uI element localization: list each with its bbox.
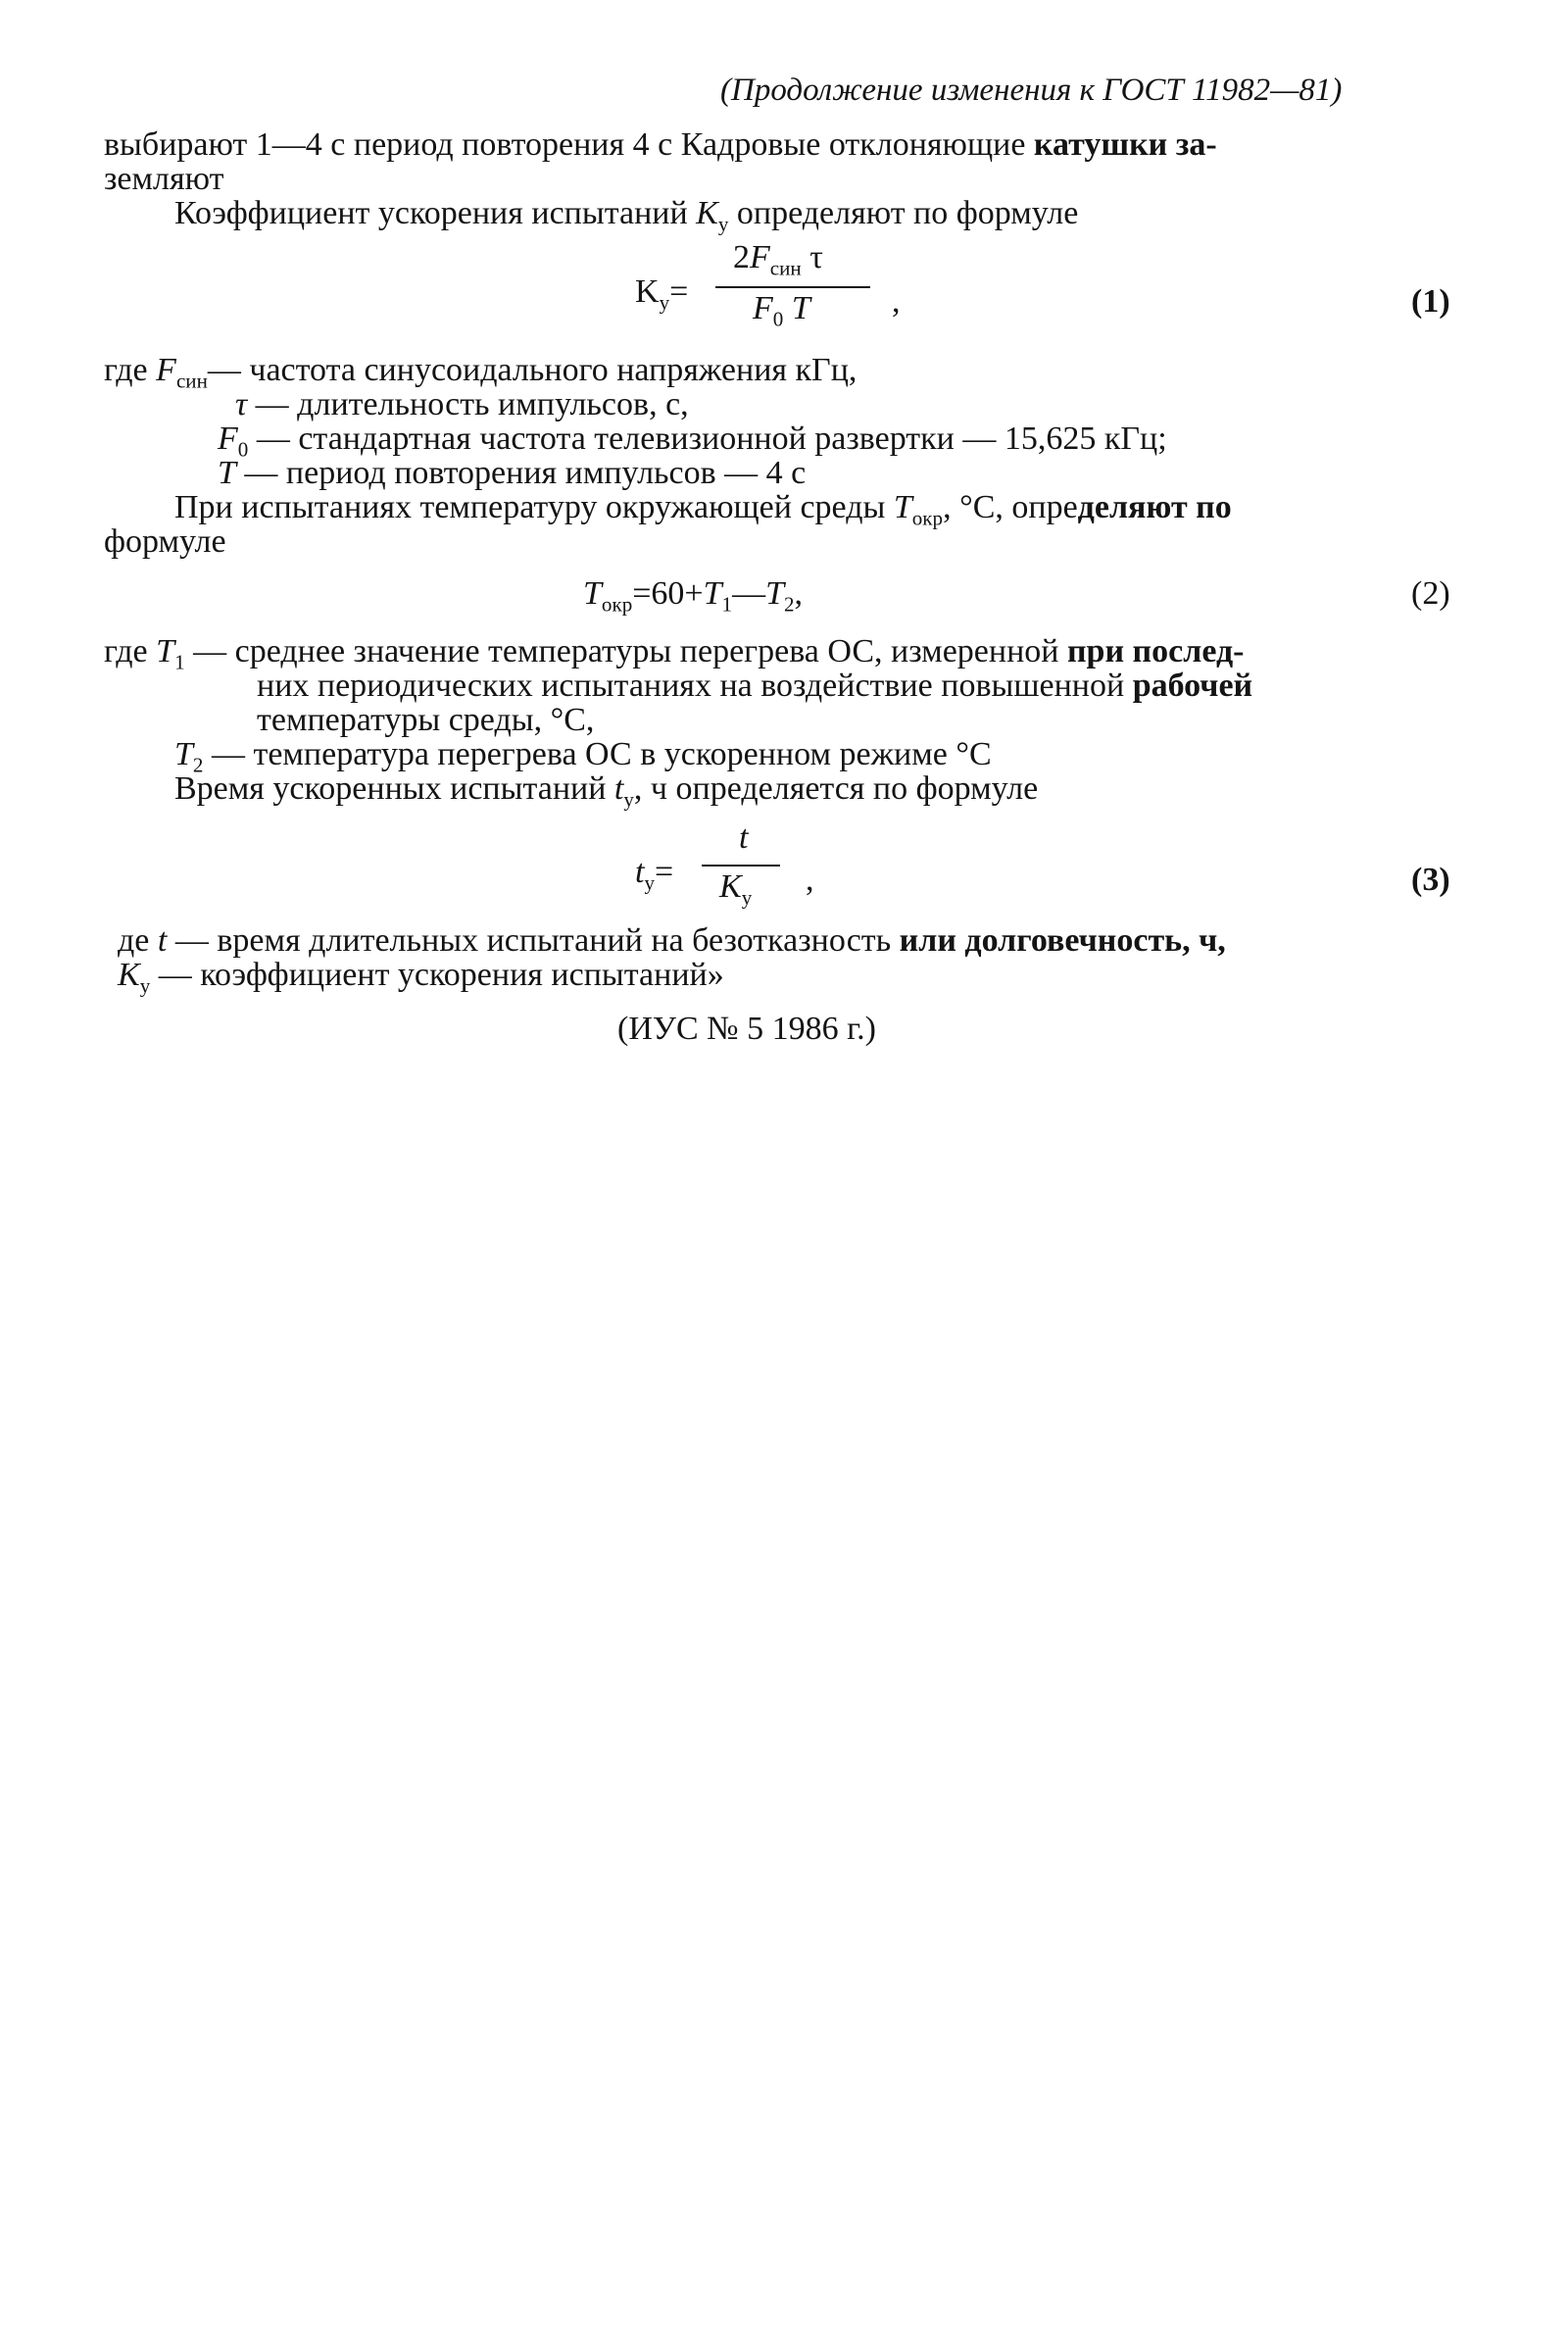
header-text: (Продолжение изменения к ГОСТ 11982—81): [720, 73, 1343, 108]
symbol: τ: [801, 239, 823, 275]
eq3-denominator: [719, 868, 753, 910]
text: — коэффициент ускорения испытаний»: [150, 957, 724, 993]
symbol: K: [635, 273, 660, 310]
where3-line-1: [118, 921, 1226, 961]
publication-reference: [617, 1010, 876, 1049]
eq1-fraction-bar: [715, 286, 870, 288]
text: где: [104, 633, 157, 669]
text: , °С, опре: [943, 489, 1078, 525]
eq1-numerator: [733, 239, 823, 280]
text: где: [104, 352, 157, 388]
symbol: T: [174, 736, 193, 772]
text: — частота синусоидального напряжения кГц,: [207, 352, 858, 388]
subscript: син: [175, 369, 208, 393]
subscript: у: [741, 885, 753, 910]
text: — период повторения импульсов — 4 с: [235, 455, 807, 491]
where2-line-4: [174, 735, 992, 777]
symbol: T: [156, 633, 175, 669]
symbol: F: [218, 421, 238, 457]
symbol: t: [739, 819, 749, 856]
paragraph-2-line-1: [174, 488, 1232, 530]
page-header: [720, 71, 1342, 110]
symbol: F: [750, 239, 770, 275]
text: формуле: [104, 523, 226, 560]
eq3-fraction: [702, 819, 782, 917]
equals: =: [655, 854, 674, 890]
text: Время ускоренных испытаний: [174, 770, 614, 807]
symbol: K: [719, 868, 742, 905]
symbol: t: [635, 854, 645, 890]
text: — стандартная частота телевизионной развертки — 15,625 кГц;: [248, 421, 1167, 457]
eq1-denominator: [753, 290, 810, 331]
text: земляют: [104, 161, 224, 197]
subscript: син: [769, 256, 802, 280]
paragraph-1-line-2: [104, 160, 223, 199]
symbol: t: [613, 770, 624, 807]
symbol: T: [583, 575, 602, 612]
subscript: 0: [237, 437, 249, 462]
symbol: F: [753, 290, 773, 326]
text: —: [732, 575, 766, 612]
subscript: 2: [192, 753, 204, 777]
subscript: у: [139, 973, 151, 998]
subscript: 1: [721, 592, 733, 617]
bold-text: рабочей: [1132, 668, 1253, 704]
symbol: T: [783, 290, 810, 326]
symbol: F: [156, 352, 176, 388]
where3-line-2: [118, 956, 724, 998]
text: — среднее значение температуры перегрева ОС, измеренной: [184, 633, 1067, 669]
subscript: окр: [911, 506, 944, 530]
subscript: 0: [772, 307, 784, 331]
subscript: у: [644, 870, 655, 895]
text: определяют по формуле: [728, 195, 1079, 231]
text: де: [118, 922, 158, 959]
equals: =: [669, 273, 689, 310]
where1-line-1: [104, 351, 858, 393]
text: — температура перегрева ОС в ускоренном режиме °С: [203, 736, 992, 772]
text: , ч определяется по формуле: [633, 770, 1039, 807]
where1-line-2: [235, 385, 689, 424]
where2-line-3: [257, 701, 594, 740]
subscript: у: [717, 212, 729, 236]
text: температуры среды, °С,: [257, 702, 595, 738]
text: ,: [892, 283, 901, 320]
eq2-number: [1411, 574, 1450, 614]
symbol: K: [696, 195, 718, 231]
subscript: 2: [784, 592, 795, 617]
text: =60+: [632, 575, 704, 612]
text: — время длительных испытаний на безотказность: [167, 922, 900, 959]
eq3-comma: [806, 861, 814, 900]
formula-intro: [174, 194, 1079, 236]
equation-2: [583, 574, 804, 617]
where2-line-2: [257, 667, 1252, 706]
text: Коэффициент ускорения испытаний: [174, 195, 697, 231]
where1-line-4: [218, 454, 806, 493]
text: выбирают 1—4 с период повторения 4 с Кадровые отклоняющие: [104, 126, 1034, 163]
eq3-fraction-bar: [702, 865, 780, 867]
symbol: T: [218, 455, 236, 491]
paragraph-1-line-1: [104, 125, 1217, 165]
bold-text: катушки за-: [1033, 126, 1217, 163]
text: При испытаниях температуру окружающей среды: [174, 489, 894, 525]
where2-line-1: [104, 632, 1245, 674]
symbol: T: [703, 575, 722, 612]
eq1-fraction: [715, 239, 872, 337]
symbol: τ: [235, 386, 248, 422]
eq3-numerator: [739, 819, 748, 857]
text: — длительность импульсов, с,: [247, 386, 689, 422]
subscript: 1: [174, 650, 185, 674]
paragraph-2-line-2: [104, 522, 226, 562]
symbol: K: [118, 957, 140, 993]
symbol: t: [157, 922, 168, 959]
text: ,: [806, 862, 814, 898]
bold-text: при послед-: [1066, 633, 1245, 669]
subscript: у: [659, 290, 670, 315]
eq1-number: [1411, 282, 1450, 322]
eq3-number: [1411, 861, 1450, 900]
eq3-lhs: [635, 853, 674, 895]
subscript: окр: [601, 592, 633, 617]
text: (ИУС № 5 1986 г.): [617, 1011, 876, 1047]
paragraph-3: [174, 769, 1039, 812]
text: ,: [794, 575, 804, 612]
eq1-comma: [892, 282, 901, 322]
where1-line-3: [218, 420, 1167, 462]
eq1-lhs: [635, 272, 689, 315]
text: (2): [1411, 575, 1450, 612]
text: 2: [733, 239, 750, 275]
symbol: T: [893, 489, 912, 525]
bold-text: деляют по: [1077, 489, 1232, 525]
symbol: T: [765, 575, 784, 612]
text: них периодических испытаниях на воздействие повышенной: [257, 668, 1133, 704]
subscript: у: [623, 787, 634, 812]
bold-text: или долговечность, ч,: [899, 922, 1226, 959]
text: (1): [1411, 283, 1450, 320]
text: (3): [1411, 862, 1450, 898]
